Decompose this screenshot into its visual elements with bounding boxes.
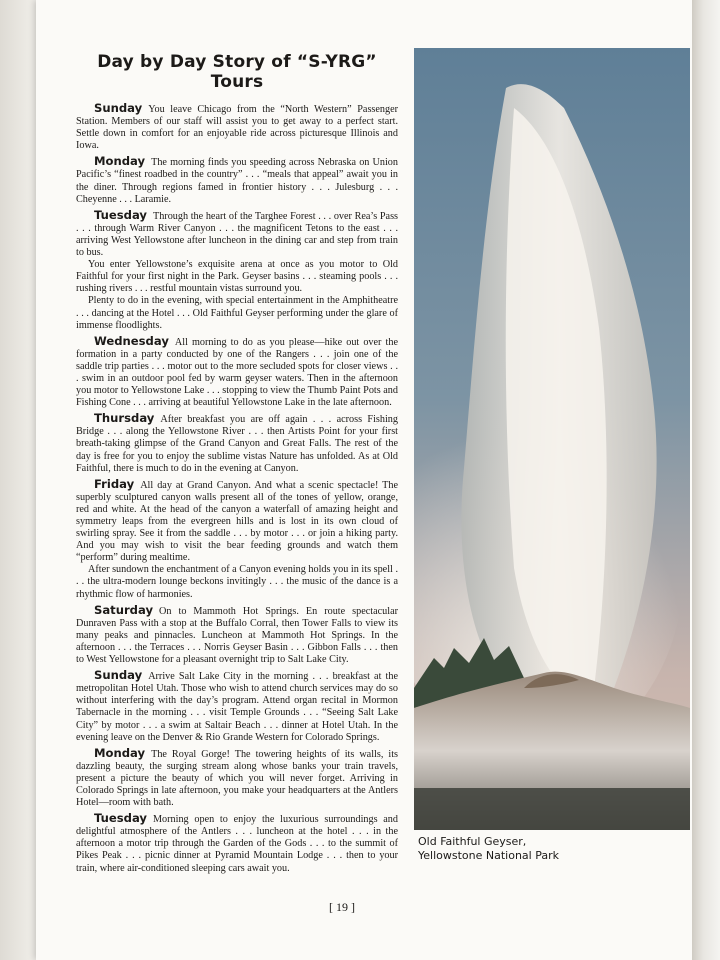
day-text: All morning to do as you please—hike out over the formation in a party conducted by one of the Rangers . . . join one of the saddle trip parties . . . motor out to the more secluded spots for closer views . . . swim in an outdoor pool fed by warm geyser waters. Then in the afternoon you motor to Yellowstone Lake . . . stopping to view the Thumb Paint Pots and Fishing Cone . . . arriving at beautiful Yellowstone Lake in the late afternoon. — [76, 336, 398, 409]
day-entry — [76, 209, 398, 259]
day-label: Sunday — [94, 668, 143, 683]
day-text: Arrive Salt Lake City in the morning . . . breakfast at the metropolitan Hotel Utah. Those who wish to attend church services may do so without interfering with the day’s program. Attend organ recital in Mormon Tabernacle in the morning . . . visit Temple Grounds . . . “Seeing Salt Lake City” by motor . . . a swim at Saltair Beach . . . dinner at Hotel Utah. In the evening leave on the Denver & Rio Grande Western for Colorado Springs. — [76, 671, 398, 743]
day-text: The morning finds you speeding across Nebraska on Union Pacific’s “finest roadbed in the country” . . . “meals that appeal” await you in the diner. Through regions famed in frontier history . . . Julesburg . . . Cheyenne . . . Laramie. — [76, 157, 398, 205]
day-label: Saturday — [94, 602, 154, 617]
day-text: All day at Grand Canyon. And what a scenic spectacle! The superbly sculptured canyon walls present all of the tones of yellow, orange, red and white. At the head of the canyon a waterfall of amazing height and symmetry leaps from the evergreen hills and is lost in its own cloud of swirling spray. See it from the saddle . . . by motor . . . or join a hiking party. And you may wish to visit the bear feeding grounds and watch them “perform” during mealtime. — [76, 479, 398, 564]
itinerary-column — [76, 52, 398, 878]
day-text: After breakfast you are off again . . . across Fishing Bridge . . . along the Yellowstone River . . . then Artists Point for your first breath-taking glimpse of the Grand Canyon and Great Falls. The rest of the day is free for you to enjoy the sublime vistas Nature has unfolded. As at Old Faithful, there is much to do in the evening at Canyon. — [76, 414, 398, 474]
day-entry — [76, 478, 398, 565]
day-continuation: After sundown the enchantment of a Canyon evening holds you in its spell . . . the ultra-modern lounge beckons invitingly . . . the music of the dance is a rhythmic flow of harmonies. — [76, 564, 398, 600]
page-title: Day by Day Story of “S-YRG” Tours — [97, 52, 377, 92]
day-label: Wednesday — [94, 333, 169, 348]
day-text: Morning open to enjoy the luxurious surroundings and delightful atmosphere of the Antlers . . . luncheon at the hotel . . . in the afternoon a motor trip through the Garden of the Gods . . . to the summit of Pikes Peak . . . picnic dinner at Pyramid Mountain Lodge . . . then to your train, where air-conditioned sleeping cars await you. — [76, 814, 398, 874]
day-label: Monday — [94, 745, 146, 760]
day-text: Through the heart of the Targhee Forest . . . over Rea’s Pass . . . through Warm River Canyon . . . the magnificent Tetons to the east . . . arriving West Yellowstone after luncheon in the dining car and step from train to bus. — [76, 210, 398, 259]
day-text: You leave Chicago from the “North Western” Passenger Station. Members of our staff will assist you to get away to a perfect start. Settle down in comfort for an enjoyable ride across picturesque Illinois and Iowa. — [76, 104, 398, 152]
day-entry — [76, 155, 398, 205]
day-entry — [76, 747, 398, 809]
day-entry — [76, 669, 398, 744]
day-continuation: Plenty to do in the evening, with special entertainment in the Amphitheatre . . . dancing at the Hotel . . . Old Faithful Geyser performing under the glare of immense floodlights. — [76, 295, 398, 331]
day-entry — [76, 604, 398, 666]
day-label: Tuesday — [94, 811, 147, 826]
day-label: Thursday — [94, 411, 155, 426]
day-text: The Royal Gorge! The towering heights of its walls, its dazzling beauty, the surging stream along whose banks your train travels, present a picture the beauty of which you will never forget. Arriving in Colorado Springs in late afternoon, you make your headquarters at the Antlers Hotel—room with bath. — [76, 748, 398, 809]
page-edge-shadow — [692, 0, 720, 960]
day-entry — [76, 812, 398, 874]
caption-line-1: Old Faithful Geyser, — [418, 835, 527, 848]
day-text: On to Mammoth Hot Springs. En route spectacular Dunraven Pass with a stop at the Buffalo Corral, then Tower Falls to view its many peaks and pinnacles. Luncheon at Mammoth Hot Springs. In the afternoon . . . the Terraces . . . Norris Geyser Basin . . . Gibbon Falls . . . then to West Yellowstone for a pleasant overnight trip to Salt Lake City. — [76, 605, 398, 666]
caption-line-2: Yellowstone National Park — [418, 848, 559, 862]
day-label: Monday — [94, 154, 146, 169]
day-entry — [76, 102, 398, 152]
day-entry — [76, 412, 398, 474]
photo-caption — [418, 835, 688, 862]
day-label: Sunday — [94, 101, 143, 115]
page-number: [ 19 ] — [329, 900, 355, 914]
day-continuation: You enter Yellowstone’s exquisite arena at once as you motor to Old Faithful for your first night in the Park. Geyser basins . . . steaming pools . . . rushing rivers . . . restful mountain vistas surround you. — [76, 259, 398, 295]
geyser-illustration — [414, 48, 690, 830]
old-faithful-photo — [414, 48, 690, 830]
day-entry — [76, 335, 398, 410]
day-label: Friday — [94, 476, 135, 491]
day-label: Tuesday — [94, 207, 147, 222]
